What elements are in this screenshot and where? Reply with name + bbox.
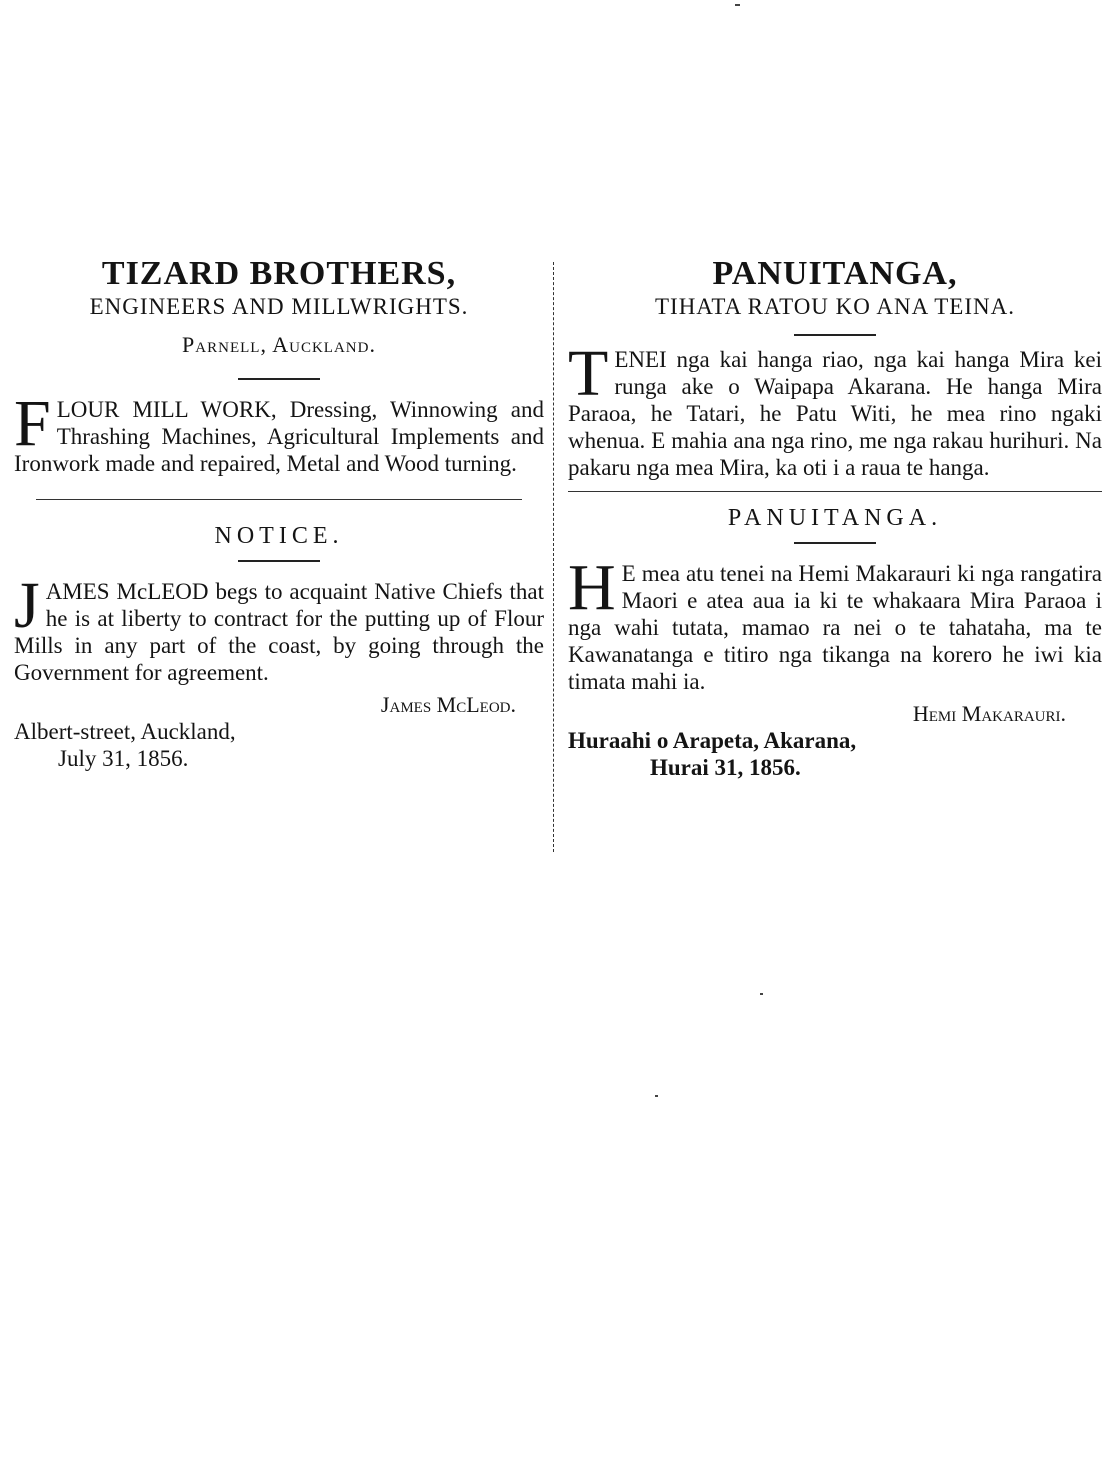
short-rule [238,560,320,562]
notice-text: AMES McLEOD begs to acquaint Native Chiefs that he is at liberty to contract for the putting up of Flour Mills in any part of the coast, by going through the Government for agreement. [14,579,544,685]
scan-speck [735,4,740,6]
notice-body [14,569,544,686]
right-column [568,255,1102,781]
notice-signature: Hemi Makarauri. [912,701,1066,726]
advert-title: TIZARD BROTHERS, [101,255,457,292]
advert-body [14,387,544,477]
notice-date: July 31, 1856. [58,746,189,771]
short-rule [794,542,876,544]
advert-text: ENEI nga kai hanga riao, nga kai hanga Mira kei runga ake o Waipapa Akarana. He hanga Mira Paraoa, he Tatari, he Patu Witi, he mea rino ngaki whenua. E mahia ana nga rino, me nga rakau hurihuri. Na pakaru nga mea Mira, ka oti i a raua te hanga. [568,347,1102,480]
notice-date: Hurai 31, 1856. [650,755,801,780]
advert-subtitle: ENGINEERS AND MILLWRIGHTS. [89,294,469,319]
notice-address: Huraahi o Arapeta, Akarana, [568,728,857,753]
notice-heading: PANUITANGA. [727,505,943,531]
drop-cap: T [568,337,609,410]
notice-address: Albert-street, Auckland, [14,719,236,744]
advert-body [568,337,1102,481]
drop-cap: F [14,387,51,460]
scan-speck [760,993,763,995]
notice-body [568,551,1102,695]
notice-heading: NOTICE. [214,523,344,549]
notice-signature: James McLeod. [380,692,516,717]
advert-subtitle: TIHATA RATOU KO ANA TEINA. [654,294,1015,319]
short-rule [238,378,320,380]
drop-cap: J [14,569,40,642]
advert-location: Parnell, Auckland. [182,332,376,357]
notice-text: E mea atu tenei na Hemi Makarauri ki nga rangatira Maori e atea aua ia ki te whakaara Mira Paraoa i nga wahi tutata, mamao ra nei o te tahataha, ma te Kawanatanga e titiro nga tikanga na korero he iwi kia timata mahi ia. [568,561,1102,694]
drop-cap: H [568,551,616,624]
section-rule [568,491,1102,492]
section-rule [36,499,522,500]
advert-title: PANUITANGA, [712,255,958,292]
scan-speck [655,1095,658,1097]
column-divider [553,262,554,852]
short-rule [794,334,876,336]
left-column [14,255,544,772]
advert-text: LOUR MILL WORK, Dressing, Winnowing and Thrashing Machines, Agricultural Implements and Ironwork made and repaired, Metal and Wood turning. [14,397,544,476]
